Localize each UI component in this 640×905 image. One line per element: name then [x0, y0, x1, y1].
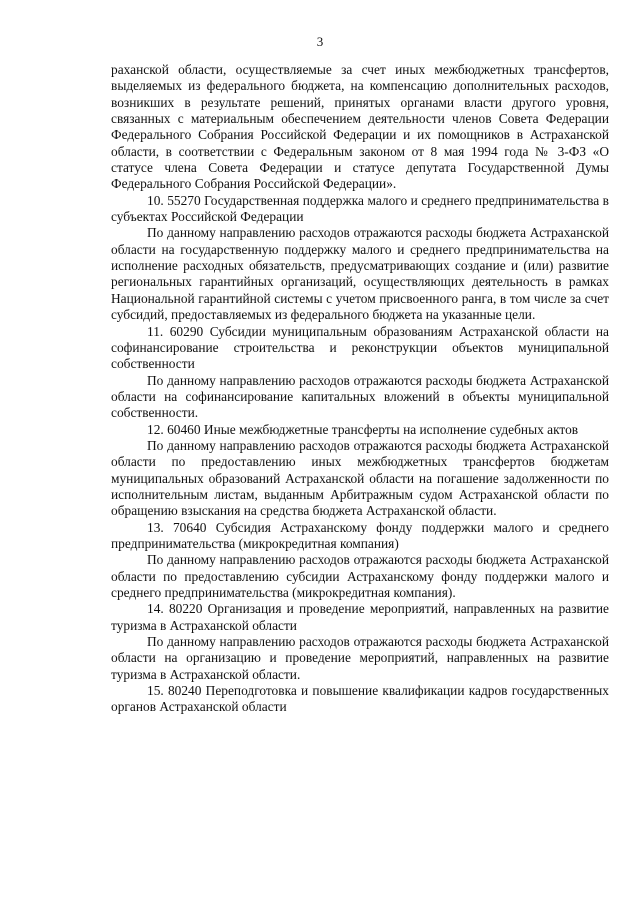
paragraph-6: 12. 60460 Иные межбюджетные трансферты на исполнение судебных актов	[147, 421, 579, 437]
page-number: 3	[316, 34, 324, 49]
paragraph-2: 10. 55270 Государственная поддержка малого и среднего предпринимательства в субъектах Российской Федерации	[111, 192, 609, 225]
paragraph-11: По данному направлению расходов отражаются расходы бюджета Астраханской области на организацию и проведение мероприятий, направленных на развитие туризма в Астраханской области.	[111, 634, 609, 682]
paragraph-10: 14. 80220 Организация и проведение мероприятий, направленных на развитие туризма в Астраханской области	[111, 601, 609, 633]
paragraph-9: По данному направлению расходов отражаются расходы бюджета Астраханской области по предоставлению субсидии Астраханскому фонду поддержки малого и среднего предпринимательства (микрокредитная компания).	[111, 552, 609, 600]
paragraph-12: 15. 80240 Переподготовка и повышение квалификации кадров государственных органов Астраханской области	[111, 683, 609, 715]
paragraph-4: 11. 60290 Субсидии муниципальным образованиям Астраханской области на софинансирование строительства и реконструкции объектов муниципальной собственности	[111, 323, 609, 372]
paragraph-8: 13. 70640 Субсидия Астраханскому фонду поддержки малого и среднего предпринимательства (микрокредитная компания)	[111, 519, 609, 551]
paragraph-1: раханской области, осуществляемые за счет иных межбюджетных трансфертов, выделяемых из федерального бюджета, на компенсацию дополнительных расходов, возникших в результате решений, принятых органами власти другого уровня, связанных с материальным обеспечением деятельности членов Совета Федерации Федерального Собрания Российской Федерации и их помощников в Астраханской области, в соответствии с Федеральным законом от 8 мая 1994 года № 3-ФЗ «О статусе члена Совета Федерации и статусе депутата Государственной Думы Федерального Собрания Российской Федерации».	[111, 62, 609, 192]
paragraph-3: По данному направлению расходов отражаются расходы бюджета Астраханской области на государственную поддержку малого и среднего предпринимательства на исполнение расходных обязательств, предусматривающих создание и (или) развитие региональных гарантийных организаций, осуществляющих деятельность в рамках Национальной гарантийной системы с учетом присвоенного ранга, в том числе за счет субсидий, предоставляемых из федерального бюджета на указанные цели.	[111, 225, 609, 323]
document-body	[111, 62, 609, 716]
paragraph-5: По данному направлению расходов отражаются расходы бюджета Астраханской области на софинансирование капитальных вложений в объекты муниципальной собственности.	[111, 372, 609, 421]
paragraph-7: По данному направлению расходов отражаются расходы бюджета Астраханской области по предоставлению иных межбюджетных трансфертов бюджетам муниципальных образований Астраханской области на погашение задолженности по исполнительным листам, выданным Арбитражным судом Астраханской области по обращению взыскания на средства бюджета Астраханской области.	[111, 437, 609, 519]
